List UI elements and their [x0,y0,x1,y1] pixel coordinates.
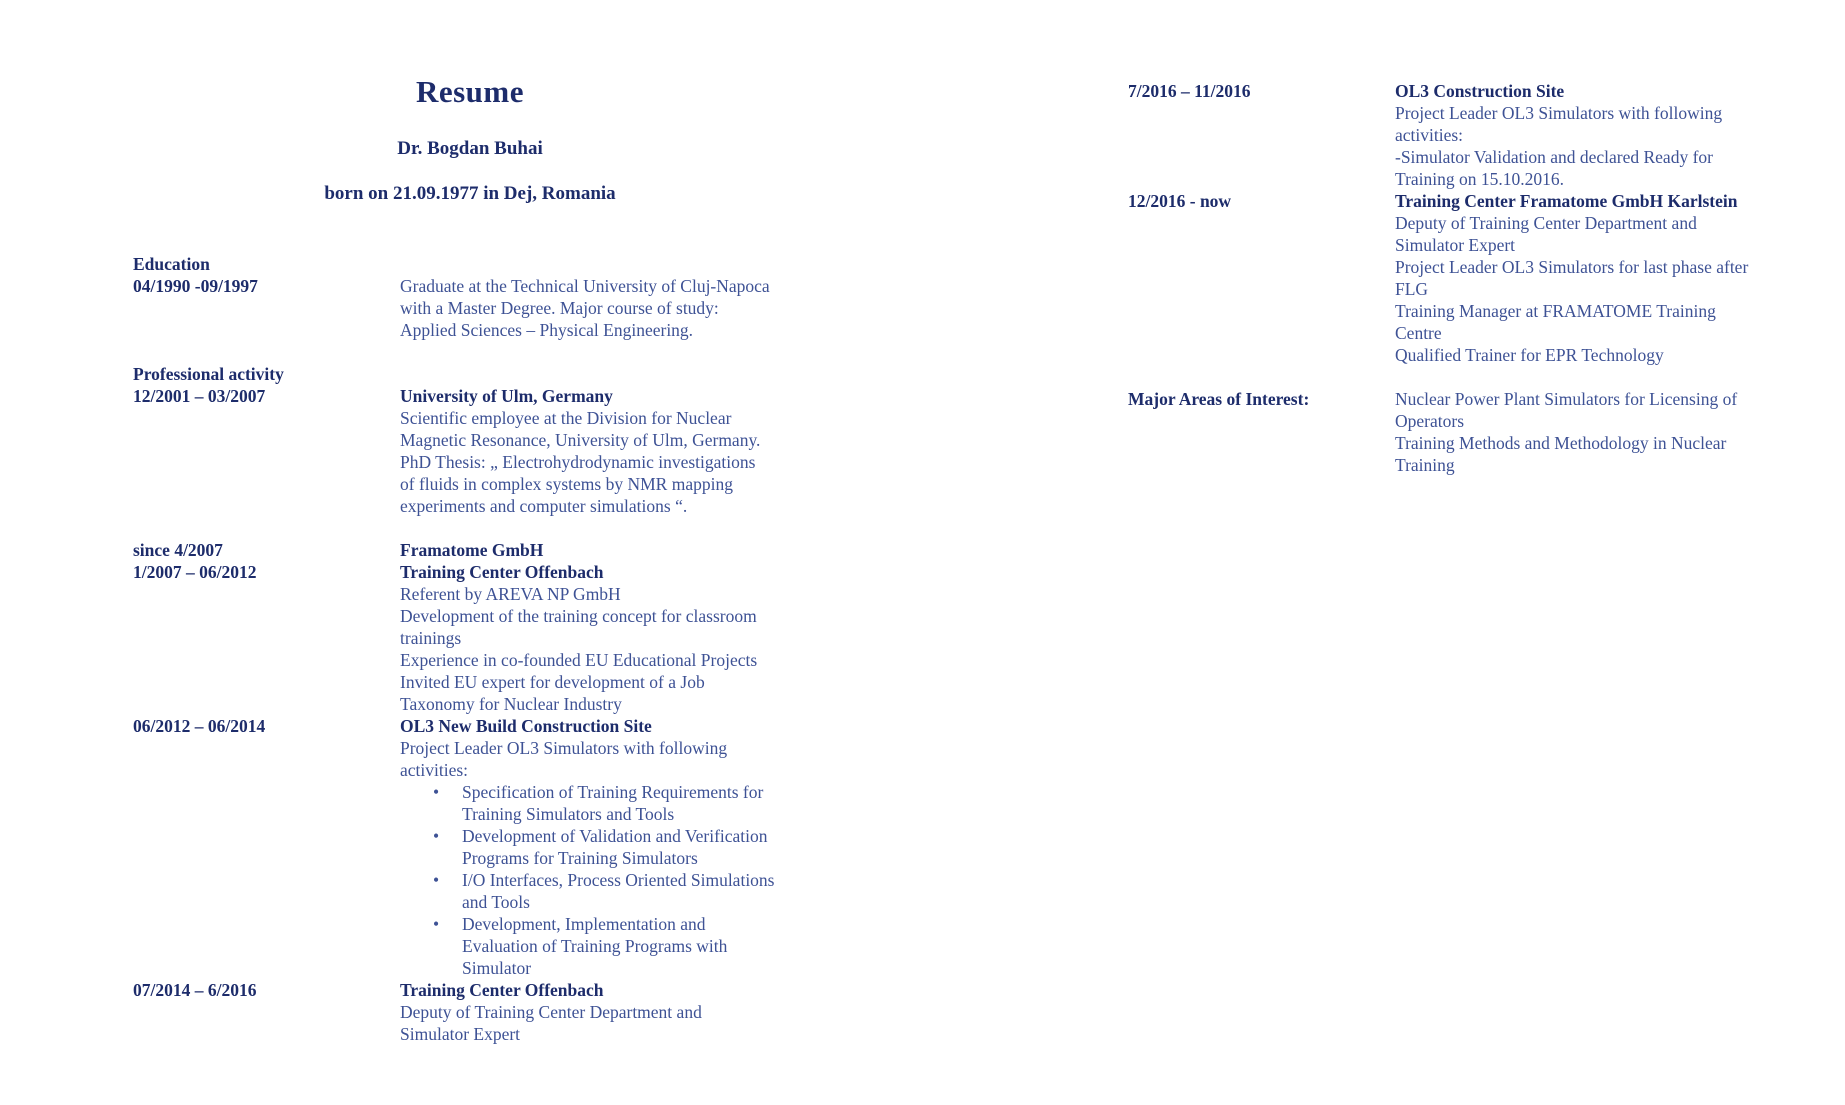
section-heading: Education [133,254,210,274]
entry-line [1395,256,1828,278]
entry-content [400,715,775,979]
entry-line [400,275,773,297]
entry-line [400,297,773,319]
entry-line-text: Training on 15.10.2016. [1395,169,1565,189]
entry-line-text: Magnetic Resonance, University of Ulm, Germany. [400,430,761,450]
section-heading: Professional activity [133,364,284,384]
entry-line-text: Centre [1395,323,1442,343]
entry-line [400,561,773,583]
entry-line-text: Qualified Trainer for EPR Technology [1395,345,1664,365]
entry-line-text: with a Master Degree. Major course of study: [400,298,719,318]
entry-line-text: Specification of Training Requirements for [462,782,764,802]
entry-line-text: Applied Sciences – Physical Engineering. [400,320,694,340]
entry-line [400,671,773,693]
entry-line [1395,212,1828,234]
entry-line-text: PhD Thesis: „ Electrohydrodynamic investigations [400,452,756,472]
resume-entry [133,539,773,561]
resume-entry [133,275,773,341]
entry-line [400,605,773,627]
entry-line [1395,388,1828,410]
entry-line [400,891,775,913]
entry-line-text: Taxonomy for Nuclear Industry [400,694,622,714]
entry-line-text: Nuclear Power Plant Simulators for Licensing of [1395,389,1738,409]
entry-line [400,1001,773,1023]
entry-date: 04/1990 -09/1997 [133,276,258,296]
entry-line [400,869,775,891]
entry-line-text: Invited EU expert for development of a Job [400,672,705,692]
entry-line [400,847,775,869]
resume-entry [133,715,773,979]
entry-line-text: Deputy of Training Center Department and [1395,213,1697,233]
entry-line-text: Evaluation of Training Programs with [462,936,728,956]
entry-line-text: I/O Interfaces, Process Oriented Simulations [462,870,775,890]
entry-line-text: Deputy of Training Center Department and [400,1002,702,1022]
entry-line [400,451,773,473]
entry-line-text: Training Center Offenbach [400,562,604,582]
entry-content [1395,80,1828,190]
entry-line [400,1023,773,1045]
entry-line-text: Framatome GmbH [400,540,544,560]
entry-line-text: OL3 New Build Construction Site [400,716,652,736]
entry-line-text: -Simulator Validation and declared Ready for [1395,147,1713,167]
entry-line-text: OL3 Construction Site [1395,81,1565,101]
entry-line [400,913,775,935]
entry-line-text: Development of the training concept for classroom [400,606,757,626]
entry-line [400,979,773,1001]
entry-line [1395,190,1828,212]
entry-line-text: Project Leader OL3 Simulators with following [400,738,728,758]
entry-line [400,385,773,407]
entry-line [400,803,775,825]
entry-content [400,275,773,341]
entry-line [1395,432,1828,454]
entry-line [400,583,773,605]
entry-line [1395,102,1828,124]
entry-line-text: activities: [400,760,469,780]
entry-line [1395,80,1828,102]
entry-line [400,957,775,979]
entry-line [400,649,773,671]
entry-line-text: Training Simulators and Tools [462,804,675,824]
entry-line-text: Development of Validation and Verification [462,826,768,846]
entry-content [400,539,773,561]
entry-line-text: Programs for Training Simulators [462,848,698,868]
entry-line [400,715,775,737]
entry-line-text: Project Leader OL3 Simulators with following [1395,103,1723,123]
entry-line [400,319,773,341]
entry-line [1395,300,1828,322]
entry-line-text: Simulator [462,958,532,978]
resume-header [110,0,830,230]
entry-date: 12/2001 – 03/2007 [133,386,266,406]
entry-date: 06/2012 – 06/2014 [133,716,266,736]
entry-line-text: Graduate at the Technical University of Cluj-Napoca [400,276,770,296]
entry-line [1395,454,1828,476]
entry-line [1395,146,1828,168]
bullet-icon: • [433,826,440,846]
entry-content [400,385,773,517]
entry-line-text: Training Center Framatome GmbH Karlstein [1395,191,1738,211]
entry-line-text: Operators [1395,411,1465,431]
resume-entry [133,979,773,1045]
entry-line-text: Training Methods and Methodology in Nuclear [1395,433,1727,453]
entry-line-text: Training Manager at FRAMATOME Training [1395,301,1716,321]
entry-line-text: Referent by AREVA NP GmbH [400,584,621,604]
entry-line-text: experiments and computer simulations “. [400,496,688,516]
entry-line [1395,168,1828,190]
birth-line: born on 21.09.1977 in Dej, Romania [324,183,616,204]
entry-line-text: of fluids in complex systems by NMR mapping [400,474,733,494]
entry-line [400,781,775,803]
entry-line [400,473,773,495]
entry-line [400,539,773,561]
entry-content [1395,388,1828,476]
entry-date: Major Areas of Interest: [1128,389,1310,409]
right-column [1128,80,1828,476]
page-title: Resume [415,74,525,109]
entry-line-text: Development, Implementation and [462,914,706,934]
entry-line [400,627,773,649]
person-name: Dr. Bogdan Buhai [397,138,543,159]
entry-date: since 4/2007 [133,540,223,560]
entry-line [1395,234,1828,256]
resume-entry [1128,80,1828,190]
entry-line-text: University of Ulm, Germany [400,386,613,406]
entry-line [400,825,775,847]
entry-line-text: Experience in co-founded EU Educational Projects [400,650,758,670]
bullet-icon: • [433,914,440,934]
entry-content [400,979,773,1045]
entry-date: 07/2014 – 6/2016 [133,980,257,1000]
entry-line [1395,344,1828,366]
entry-line [400,495,773,517]
entry-line [400,935,775,957]
entry-line [400,737,775,759]
entry-line-text: Training [1395,455,1455,475]
resume-entry [1128,190,1828,366]
entry-line [400,429,773,451]
entry-line [1395,124,1828,146]
left-column [133,253,773,1045]
entry-line [400,759,775,781]
resume-entry [1128,388,1828,476]
bullet-icon: • [433,870,440,890]
entry-line [1395,278,1828,300]
entry-line [1395,322,1828,344]
entry-line-text: and Tools [462,892,530,912]
entry-line-text: Simulator Expert [400,1024,521,1044]
entry-content [1395,190,1828,366]
entry-line-text: trainings [400,628,462,648]
entry-line [400,693,773,715]
entry-line [1395,410,1828,432]
bullet-icon: • [433,782,440,802]
resume-entry [133,561,773,715]
resume-entry [133,385,773,517]
entry-line-text: FLG [1395,279,1429,299]
entry-line-text: Training Center Offenbach [400,980,604,1000]
entry-date: 7/2016 – 11/2016 [1128,81,1251,101]
entry-line-text: Project Leader OL3 Simulators for last phase after [1395,257,1749,277]
entry-line-text: Scientific employee at the Division for Nuclear [400,408,732,428]
entry-line [400,407,773,429]
entry-content [400,561,773,715]
entry-date: 1/2007 – 06/2012 [133,562,257,582]
entry-date: 12/2016 - now [1128,191,1232,211]
entry-line-text: Simulator Expert [1395,235,1516,255]
entry-line-text: activities: [1395,125,1464,145]
